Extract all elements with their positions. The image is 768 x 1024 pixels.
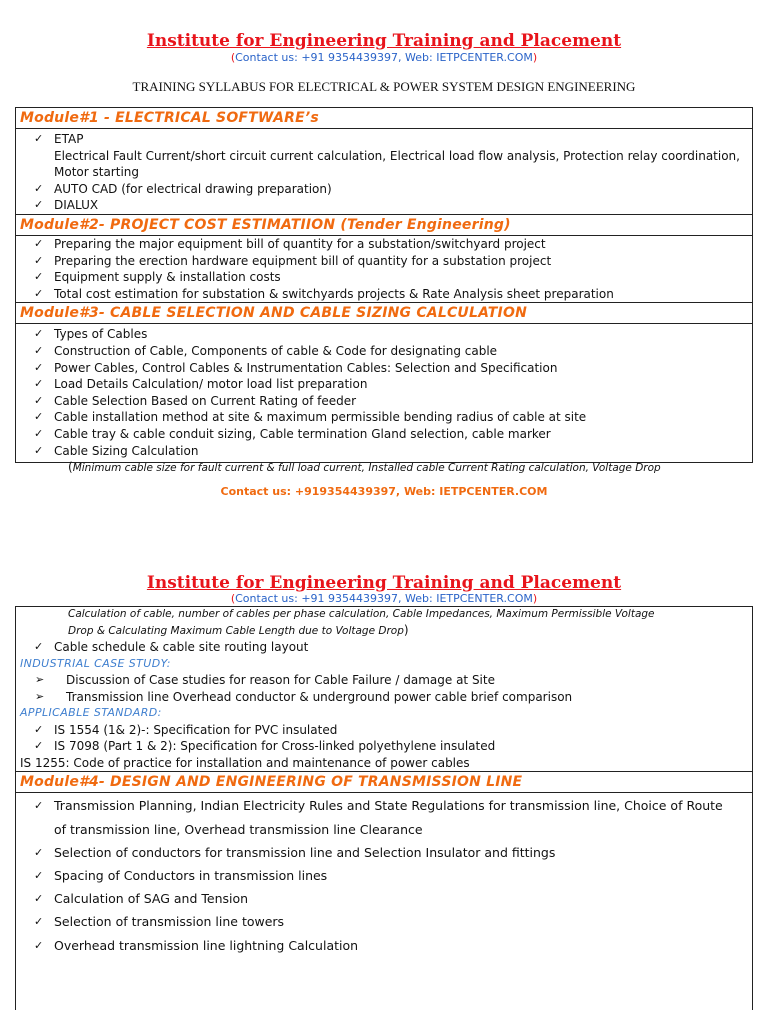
check-icon: ✓ — [34, 443, 44, 457]
page-title: Institute for Engineering Training and Placement — [146, 573, 622, 593]
check-icon: ✓ — [34, 377, 44, 391]
footer-contact: Contact us: +919354439397, Web: IETPCENTER.COM — [220, 485, 548, 498]
list-item: ✓ IS 7098 (Part 1 & 2): Specification for Cross-linked polyethylene insulated — [34, 739, 496, 754]
contact-line: (Contact us: +91 9354439397, Web: IETPCENTER.COM) — [230, 51, 538, 64]
contact-text[interactable]: Contact us: +91 9354439397, Web: IETPCENTER.COM — [235, 592, 533, 605]
list-item: ✓ Transmission Planning, Indian Electricity Rules and State Regulations for transmission line, Choice of Route — [16, 794, 752, 817]
module2-heading: Module#2- PROJECT COST ESTIMATIION (Tender Engineering) — [16, 214, 752, 236]
syllabus-subtitle: TRAINING SYLLABUS FOR ELECTRICAL & POWER SYSTEM DESIGN ENGINEERING — [132, 79, 636, 94]
check-icon: ✓ — [34, 722, 44, 736]
arrow-bullet-icon: ➢ — [35, 689, 45, 703]
module4-list — [16, 793, 752, 956]
list-item: ✓ Cable tray & cable conduit sizing, Cable termination Gland selection, cable marker — [34, 426, 551, 441]
check-icon: ✓ — [34, 938, 44, 952]
contact-line: (Contact us: +91 9354439397, Web: IETPCENTER.COM) — [230, 592, 538, 605]
continued-note: Calculation of cable, number of cables per phase calculation, Cable Impedances, Maximum Permissible Voltage Drop & Calculating Maximum Cable Length due to Voltage Drop) — [68, 608, 655, 637]
list-item: ✓ Selection of conductors for transmission line and Selection Insulator and fittings — [16, 841, 752, 864]
module1-heading: Module#1 - ELECTRICAL SOFTWARE’s — [16, 108, 752, 129]
case-study-label: INDUSTRIAL CASE STUDY: — [20, 656, 171, 670]
list-item: ✓ Cable installation method at site & maximum permissible bending radius of cable at site — [34, 410, 587, 425]
standard-label: APPLICABLE STANDARD: — [20, 706, 162, 720]
module3-list — [16, 324, 752, 459]
list-item: ✓ Spacing of Conductors in transmission lines — [16, 864, 752, 887]
cable-sizing-note: (Minimum cable size for fault current & full load current, Installed cable Current Rating calculation, Voltage Drop — [68, 460, 661, 475]
page-title: Institute for Engineering Training and Placement — [146, 31, 622, 51]
standard-list — [16, 722, 752, 755]
list-item: ✓ Cable Selection Based on Current Rating of feeder — [34, 393, 357, 408]
list-item: ✓ Equipment supply & installation costs — [34, 270, 281, 285]
check-icon: ✓ — [34, 360, 44, 374]
module2-list — [16, 236, 752, 302]
module1-list — [16, 129, 752, 214]
check-icon: ✓ — [34, 393, 44, 407]
module4-heading: Module#4- DESIGN AND ENGINEERING OF TRANSMISSION LINE — [16, 771, 752, 793]
list-item: ✓ Types of Cables — [34, 327, 148, 342]
list-item: ✓ Preparing the major equipment bill of quantity for a substation/switchyard project — [34, 236, 546, 251]
list-item: ✓ Calculation of SAG and Tension — [16, 887, 752, 910]
list-item: ✓ Cable Sizing Calculation — [34, 443, 199, 458]
list-item: ✓ Overhead transmission line lightning Calculation — [16, 934, 752, 957]
check-icon: ✓ — [34, 410, 44, 424]
check-icon: ✓ — [34, 198, 44, 212]
check-icon: ✓ — [34, 132, 44, 145]
syllabus-box-page2 — [15, 606, 753, 1010]
list-item: ✓ Selection of transmission line towers — [16, 910, 752, 933]
contact-text[interactable]: Contact us: +91 9354439397, Web: IETPCENTER.COM — [235, 51, 533, 64]
check-icon: ✓ — [34, 327, 44, 341]
check-icon: ✓ — [34, 426, 44, 440]
standard-is1255: IS 1255: Code of practice for installation and maintenance of power cables — [20, 755, 470, 770]
check-icon: ✓ — [34, 253, 44, 267]
list-item: ✓ Preparing the erection hardware equipment bill of quantity for a substation project — [34, 253, 552, 268]
check-icon: ✓ — [34, 739, 44, 753]
list-item: ✓ Load Details Calculation/ motor load list preparation — [34, 377, 368, 392]
arrow-bullet-icon: ➢ — [35, 673, 45, 687]
check-icon: ✓ — [34, 640, 44, 653]
check-icon: ✓ — [34, 799, 44, 813]
check-icon: ✓ — [34, 181, 44, 195]
check-icon: ✓ — [34, 915, 44, 929]
list-item: of transmission line, Overhead transmission line Clearance — [54, 821, 423, 837]
list-item: ➢ Transmission line Overhead conductor & underground power cable brief comparison — [35, 689, 573, 704]
check-icon: ✓ — [34, 869, 44, 883]
list-item: ✓ AUTO CAD (for electrical drawing preparation) — [34, 181, 332, 196]
check-icon: ✓ — [34, 845, 44, 859]
module3-heading: Module#3- CABLE SELECTION AND CABLE SIZING CALCULATION — [16, 302, 752, 324]
check-icon: ✓ — [34, 270, 44, 284]
syllabus-box-page1 — [15, 107, 753, 475]
list-item: ➢ Discussion of Case studies for reason for Cable Failure / damage at Site — [35, 673, 495, 688]
check-icon: ✓ — [34, 343, 44, 357]
check-icon: ✓ — [34, 892, 44, 906]
list-item: ✓ Total cost estimation for substation & switchyards projects & Rate Analysis sheet preparation — [34, 286, 614, 301]
case-study-list — [16, 672, 752, 705]
list-item: ✓ ETAP — [34, 132, 84, 146]
list-item: Motor starting — [54, 165, 139, 180]
routing-list — [16, 639, 752, 656]
check-icon: ✓ — [34, 286, 44, 300]
list-item: ✓ Construction of Cable, Components of cable & Code for designating cable — [34, 343, 498, 358]
list-item: ✓ DIALUX — [34, 198, 99, 213]
list-item: Electrical Fault Current/short circuit current calculation, Electrical load flow analysis, Protection relay coordination, — [54, 148, 740, 163]
list-item: ✓ IS 1554 (1& 2)-: Specification for PVC insulated — [34, 722, 338, 737]
list-item: ✓ Power Cables, Control Cables & Instrumentation Cables: Selection and Specification — [34, 360, 558, 375]
check-icon: ✓ — [34, 236, 44, 250]
list-item: ✓ Cable schedule & cable site routing layout — [34, 640, 309, 654]
